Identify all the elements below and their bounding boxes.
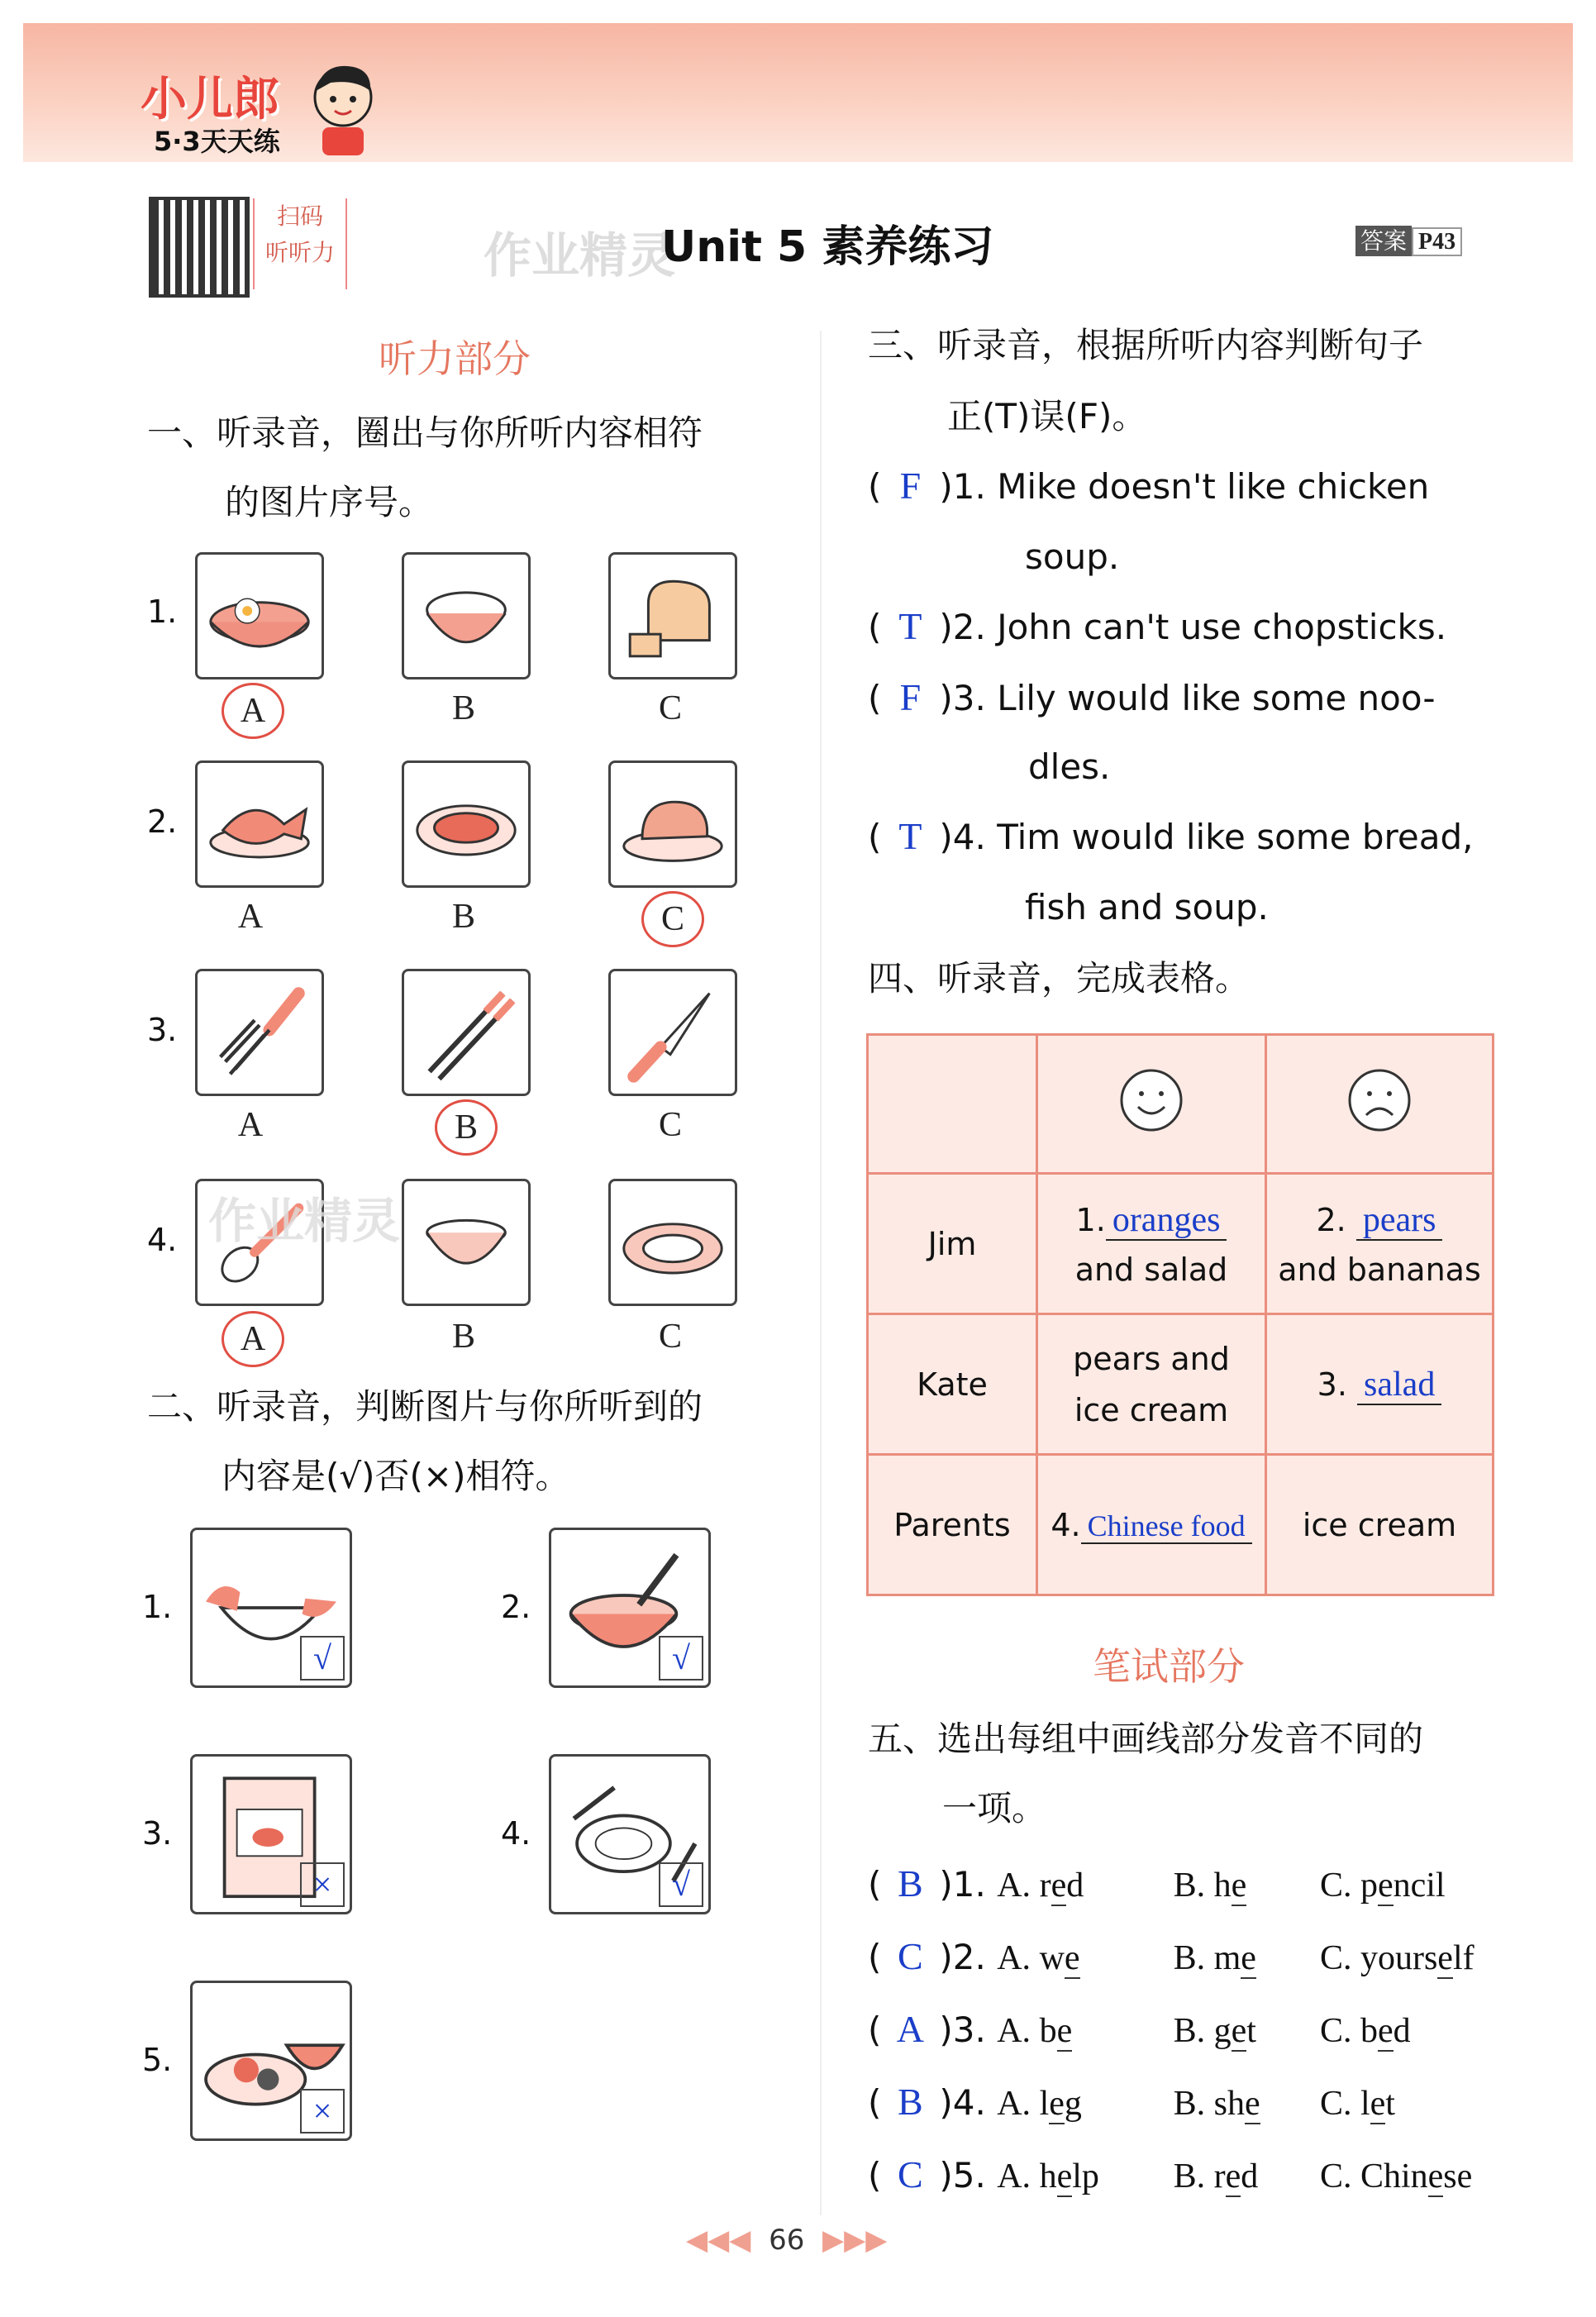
q3-item: ( T )4. Tim would like some bread, [868, 802, 1554, 872]
bread-icon [608, 552, 737, 679]
rice-bowl-icon [402, 552, 531, 679]
q2-mark[interactable]: √ [659, 1862, 703, 1907]
q1-option-label[interactable]: A [222, 683, 284, 739]
q2-mark[interactable]: × [300, 2089, 345, 2133]
watermark: 作业精灵 [208, 1193, 401, 1249]
q3-item-cont: fish and soup. [1025, 887, 1269, 927]
meat-plate-icon [402, 760, 531, 888]
list-item: ( B )1. A. red B. he C. pencil [868, 1848, 1562, 1921]
column-divider [820, 331, 822, 2215]
list-item: ( A )3. A. be B. get C. bed [868, 1994, 1562, 2067]
tf-answer[interactable]: F [899, 465, 922, 507]
q1-option-label[interactable]: C [658, 1106, 682, 1144]
q1-option-label[interactable]: C [641, 891, 704, 947]
q1-option-label[interactable]: B [451, 689, 475, 727]
fridge-icon [190, 1754, 352, 1914]
q2-mark[interactable]: √ [300, 1636, 345, 1681]
like-cell: pears and ice cream [1037, 1314, 1266, 1455]
q2-prompt: 二、听录音，判断图片与你所听到的 [147, 1386, 703, 1427]
watermark: 作业精灵 [484, 227, 676, 284]
table-header-like [1037, 1035, 1266, 1174]
q1-option-label[interactable]: A [237, 1106, 264, 1144]
table-row [868, 1174, 1494, 1314]
fish-plate-icon [195, 760, 324, 888]
q1-option-label[interactable]: B [435, 1099, 498, 1156]
table-row [868, 1455, 1494, 1595]
like-cell: 1. oranges and salad [1037, 1174, 1266, 1314]
brand-subtitle: 5·3天天练 [154, 126, 280, 157]
scan-listen-label: 扫码 听听力 [253, 198, 347, 289]
blank-answer[interactable]: oranges [1106, 1201, 1227, 1241]
blank-answer[interactable]: salad [1357, 1366, 1441, 1405]
row-name: Parents [868, 1455, 1037, 1595]
q2-mark[interactable]: √ [659, 1636, 703, 1681]
list-item: ( B )4. A. leg B. she C. let [868, 2067, 1562, 2139]
q5-prompt: 五、选出每组中画线部分发音不同的 [868, 1719, 1424, 1759]
q2-item-number: 4. [501, 1815, 531, 1852]
q1-option-label[interactable]: C [658, 1318, 682, 1356]
list-item: ( C )2. A. we B. me C. yourself [868, 1921, 1562, 1994]
brand-logo: 小儿郎 [141, 73, 279, 125]
listening-section-title: 听力部分 [379, 336, 531, 381]
dislike-cell: ice cream [1266, 1455, 1494, 1595]
q2-mark[interactable]: × [300, 1862, 345, 1907]
q1-row-number: 3. [147, 1012, 178, 1048]
q1-prompt: 一、听录音，圈出与你所听内容相符 [147, 412, 703, 453]
choice-answer[interactable]: C [898, 1935, 923, 1977]
q3-item: ( F )1. Mike doesn't like chicken [868, 451, 1554, 522]
bowl-icon [402, 1179, 531, 1306]
q1-row-number: 2. [147, 803, 178, 840]
boy-mascot-icon [306, 58, 380, 157]
soup-icon [549, 1528, 711, 1688]
chicken-plate-icon [608, 760, 737, 888]
choice-answer[interactable]: A [896, 2008, 924, 2050]
q3-item-cont: soup. [1025, 536, 1120, 577]
q1-option-label[interactable]: B [451, 898, 475, 936]
dislike-cell: 3. salad [1266, 1314, 1494, 1455]
next-arrows-icon: ▶▶▶ [822, 2224, 888, 2257]
q1-option-label[interactable]: A [237, 898, 264, 936]
plate-fork-knife-icon [549, 1754, 711, 1914]
answer-ref: 答案 P43 [1355, 223, 1462, 256]
sad-face-icon [1346, 1067, 1413, 1133]
choice-answer[interactable]: B [898, 2081, 923, 2123]
dislike-cell: 2. pears and bananas [1266, 1174, 1494, 1314]
knife-icon [608, 969, 737, 1096]
list-item: ( C )5. A. help B. red C. Chinese [868, 2139, 1562, 2212]
q4-table [866, 1033, 1494, 1596]
q3-prompt-cont: 正(T)误(F)。 [947, 396, 1147, 436]
q2-item-number: 5. [142, 2042, 173, 2078]
smile-face-icon [1118, 1067, 1184, 1133]
page-title: Unit 5 素养练习 [661, 222, 994, 272]
q2-item-number: 1. [142, 1589, 173, 1625]
row-name: Jim [868, 1174, 1037, 1314]
q3-item-cont: dles. [1028, 746, 1111, 787]
q1-row-number: 4. [147, 1222, 178, 1258]
blank-answer[interactable]: pears [1356, 1201, 1443, 1241]
q1-option-label[interactable]: A [222, 1311, 284, 1367]
noodle-bowl-icon [195, 552, 324, 679]
page-number: ◀◀◀ 66 ▶▶▶ [686, 2224, 888, 2257]
q4-prompt: 四、听录音，完成表格。 [868, 958, 1251, 999]
q1-prompt-cont: 的图片序号。 [225, 482, 434, 522]
prev-arrows-icon: ◀◀◀ [686, 2224, 751, 2257]
fork-icon [195, 969, 324, 1096]
choice-answer[interactable]: C [898, 2153, 923, 2195]
food-plate-rice-icon [190, 1981, 352, 2141]
table-corner-cell [868, 1035, 1037, 1174]
tf-answer[interactable]: T [898, 815, 922, 857]
table-header-dislike [1266, 1035, 1494, 1174]
qr-code-icon[interactable] [149, 197, 250, 298]
tf-answer[interactable]: F [899, 676, 922, 718]
q5-list [868, 1848, 1562, 2212]
q2-item-number: 3. [142, 1815, 173, 1852]
q3-prompt: 三、听录音，根据所听内容判断句子 [868, 325, 1424, 365]
q3-item: ( F )3. Lily would like some noo- [868, 663, 1554, 733]
q5-prompt-cont: 一项。 [942, 1788, 1047, 1828]
choice-answer[interactable]: B [898, 1862, 923, 1905]
q2-item-number: 2. [501, 1589, 531, 1625]
row-name: Kate [868, 1314, 1037, 1455]
tf-answer[interactable]: T [898, 605, 922, 647]
table-row [868, 1314, 1494, 1455]
blank-answer[interactable]: Chinese food [1081, 1509, 1252, 1544]
q3-item: ( T )2. John can't use chopsticks. [868, 592, 1554, 662]
q1-row-number: 1. [147, 594, 178, 630]
q1-option-label[interactable]: C [658, 689, 682, 727]
hands-bowl-icon [190, 1528, 352, 1688]
q1-option-label[interactable]: B [451, 1318, 475, 1356]
q2-prompt-cont: 内容是(√)否(×)相符。 [222, 1456, 570, 1496]
like-cell: 4. Chinese food [1037, 1455, 1266, 1595]
plate-icon [608, 1179, 737, 1306]
chopsticks-icon [402, 969, 531, 1096]
writing-section-title: 笔试部分 [1093, 1644, 1245, 1689]
